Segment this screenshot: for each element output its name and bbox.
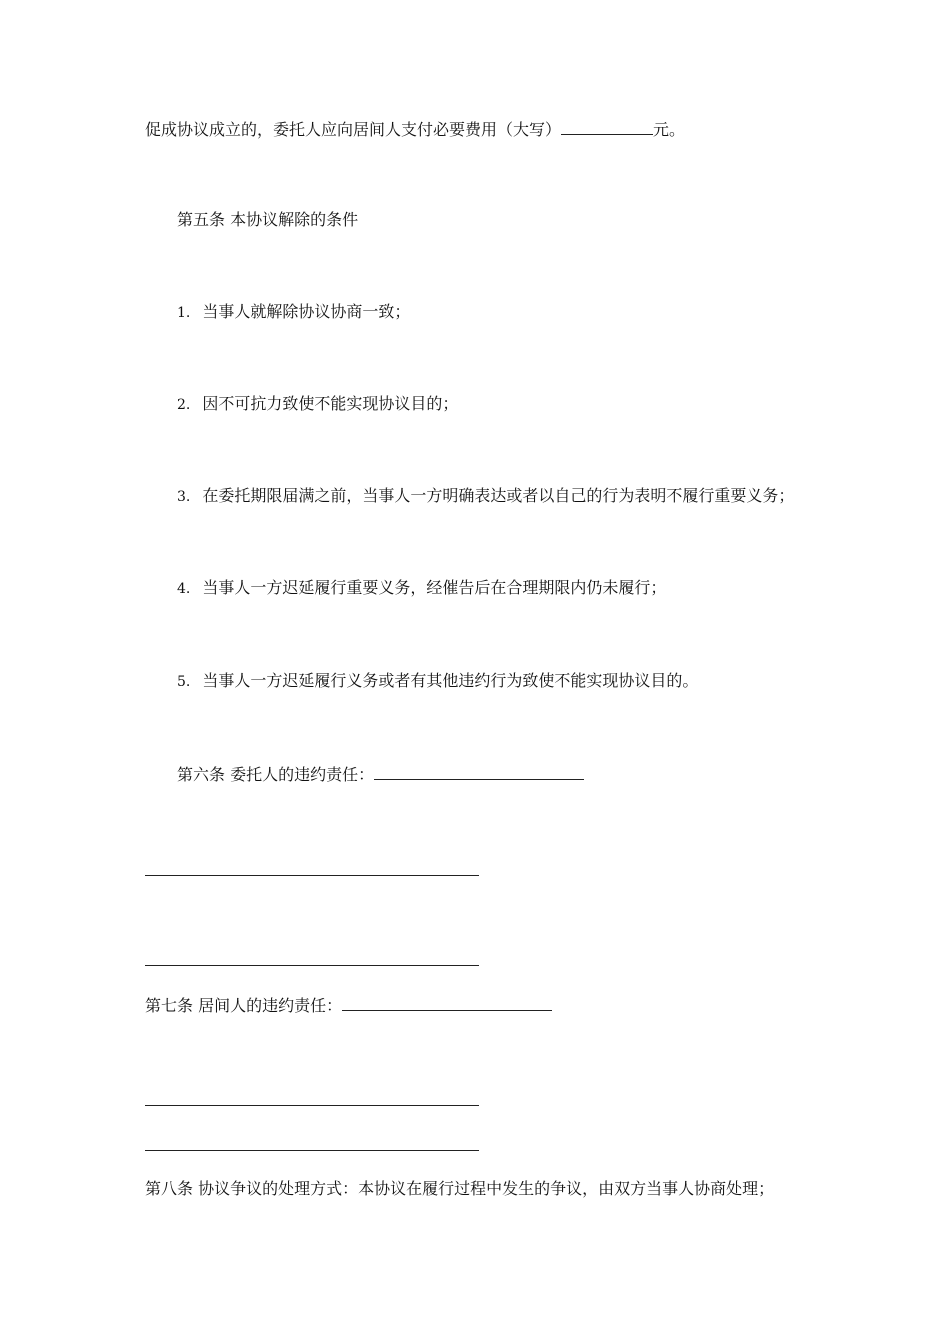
article5-title: 第五条 本协议解除的条件	[177, 210, 359, 229]
item-number: 1.	[177, 305, 191, 321]
article5-item-4	[177, 578, 666, 599]
article6-blank	[374, 763, 584, 780]
fee-suffix: 元。	[653, 120, 686, 139]
article7-blank-line-1	[145, 1105, 479, 1106]
item-text: 当事人一方迟延履行重要义务，经催告后在合理期限内仍未履行；	[202, 578, 667, 597]
fee-paragraph	[145, 118, 685, 140]
article5-item-2	[177, 394, 458, 415]
item-text: 当事人就解除协议协商一致；	[202, 302, 411, 321]
item-text: 在委托期限届满之前，当事人一方明确表达或者以自己的行为表明不履行重要义务；	[202, 486, 795, 505]
item-number: 2.	[177, 397, 191, 413]
article7-blank-line-2	[145, 1150, 479, 1151]
article6-blank-line-2	[145, 965, 479, 966]
article6-title: 第六条 委托人的违约责任：	[177, 765, 375, 784]
article6-line	[177, 763, 584, 785]
article8-title: 第八条 协议争议的处理方式：本协议在履行过程中发生的争议，由双方当事人协商处理；	[145, 1179, 775, 1198]
item-text: 当事人一方迟延履行义务或者有其他违约行为致使不能实现协议目的。	[202, 671, 699, 690]
article7-line	[145, 994, 552, 1016]
item-text: 因不可抗力致使不能实现协议目的；	[202, 394, 459, 413]
item-number: 4.	[177, 581, 191, 597]
fee-blank	[561, 118, 653, 135]
item-number: 3.	[177, 489, 191, 505]
article6-blank-line-1	[145, 875, 479, 876]
fee-text: 促成协议成立的，委托人应向居间人支付必要费用（大写）	[145, 120, 562, 139]
article5-item-3	[177, 486, 794, 507]
article5-item-5	[177, 671, 698, 692]
article7-blank	[342, 994, 552, 1011]
article7-title: 第七条 居间人的违约责任：	[145, 996, 343, 1015]
article5-item-1	[177, 302, 410, 323]
item-number: 5.	[177, 674, 191, 690]
